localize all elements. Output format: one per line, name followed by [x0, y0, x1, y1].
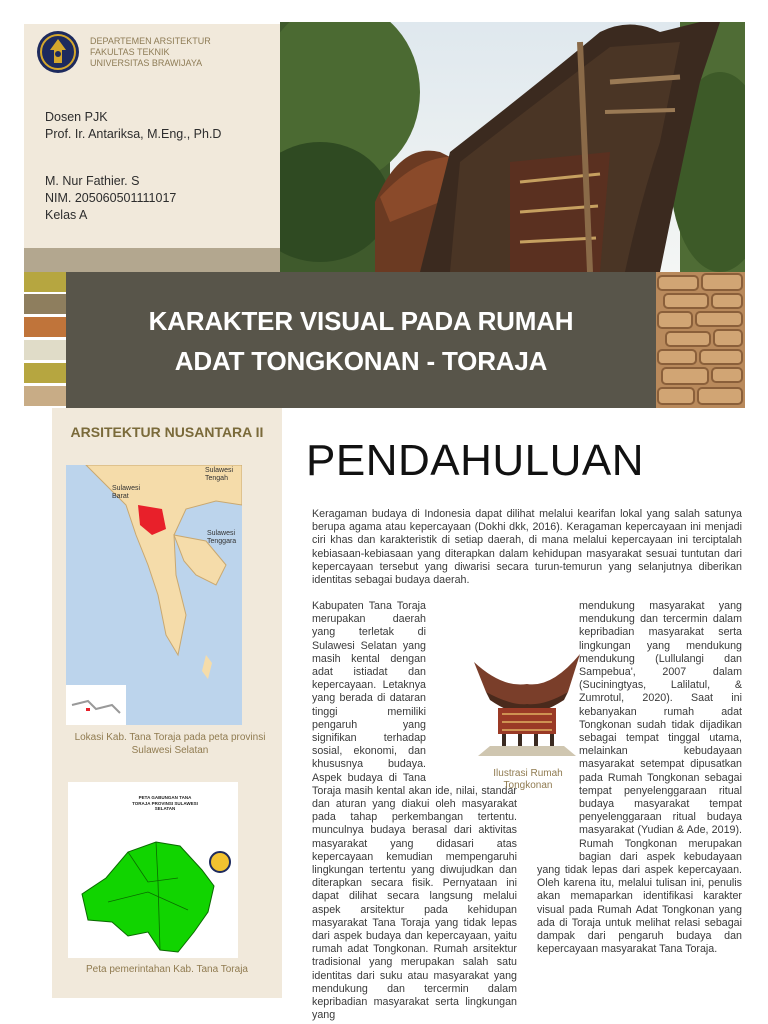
- student-info: [45, 173, 176, 224]
- label-sulawesi-tenggara: Sulawesi Tenggara: [207, 530, 237, 545]
- title-banner: [66, 272, 656, 408]
- map2-title: PETA GABUNGAN TANA TORAJA PROVINSI SULAWESI SELATAN: [132, 795, 198, 811]
- student-name: M. Nur Fathier. S: [45, 174, 140, 188]
- map1-caption: Lokasi Kab. Tana Toraja pada peta provinsi Sulawesi Selatan: [74, 732, 266, 756]
- department-line: DEPARTEMEN ARSITEKTUR: [90, 36, 211, 46]
- illustration-caption: Ilustrasi Rumah Tongkonan: [493, 768, 563, 791]
- body-left-text: Kabupaten Tana Toraja merupakan daerah yang terletak di Sulawesi Selatan yang masih kental dengan adat istiadat dan kepercayaan. Letaknya yang berada di dataran tinggi memiliki pengaruh yang signifikan terhadap sosial, ekonomi, dan khususnya budaya. Aspek budaya di Tana Toraja masih kental akan ide, nilai, standar dan aturan yang diakui oleh masyarakat pada tahap perkembangan tertentu. munculnya budaya berasal dari aktivitas masyarakat yang didasari atas kepercayaan kemudian mempengaruhi lingkungan tertentu yang diwujudkan dan diterapkan secara fisik. Pernyataan ini dapat dilihat secara langsung melalui aspek arsitektur pada kehidupan masyarakat Tana Toraja yang tidak lepas dari aspek budaya dan kepercayaan, yaitu rumah adat Tongkonan. Rumah arsitektur tradisional yang merupakan salah satu identitas dari suku atau masyarakat yang mendukung dan tercermin dalam kepribadian masyarakat serta lingkungan yang: [312, 600, 517, 1022]
- divider-band: [24, 248, 280, 272]
- lecturer-label: Dosen PJK: [45, 110, 108, 124]
- faculty-line: FAKULTAS TEKNIK: [90, 47, 170, 57]
- student-nim: NIM. 205060501111017: [45, 191, 177, 205]
- lecturer-name: Prof. Ir. Antariksa, M.Eng., Ph.D: [45, 127, 222, 141]
- color-swatch: [24, 294, 66, 314]
- stone-wall-photo: [656, 272, 745, 408]
- label-sulawesi-tengah: Sulawesi Tengah: [205, 467, 234, 482]
- student-class: Kelas A: [45, 208, 88, 222]
- university-logo: [36, 30, 80, 74]
- map2-caption: Peta pemerintahan Kab. Tana Toraja: [86, 964, 248, 975]
- label-sulawesi-barat: Sulawesi Barat: [112, 485, 141, 500]
- page-title-line2: ADAT TONGKONAN - TORAJA: [174, 346, 548, 376]
- institution-name: [90, 36, 211, 69]
- intro-paragraph: Keragaman budaya di Indonesia dapat dilihat melalui kearifan lokal yang salah satunya berupa agama atau kepercayaan (Dokhi dkk, 2016). Keragaman kepercayaan ini menjadi ciri khas dan karakteristik di setiap daerah, di mana melalui kepercayaan ini terciptalah kebiasaan-kebiasaan yang diterapkan dalam kehidupan masyarakat sesuai tuntutan dari kepercayaan tersebut yang diwarisi secara turun-temurun yang selanjutnya diberikan identitas sebagai budaya daerah.: [312, 508, 742, 587]
- sulawesi-map: [66, 465, 242, 725]
- body-right-text: mendukung masyarakat yang mendukung dan tercermin dalam kepribadian masyarakat serta lingkungan yang mendukung mendukung (Lullulangi dan Sampebua', 2007 dalam (Suciningtyas, Lalilatul, & Zumrotul, 2020). Saat ini kebanyakan rumah adat Tongkonan sudah tidak dijadikan sebagai tempat tinggal utama, melainkan kebudayaan masyarakat setempat dipusatkan pada Rumah Tongkonan sebagai tempat penyelenggaraan ritual budaya masyarakat tempat penyelenggaraan ritual budaya masyarakat (Yudian & Ade, 2019). Rumah Tongkonan merupakan bagian dari aspek kebudayaan yang tidak lepas dari aspek kepercayaan. Oleh karena itu, melalui tulisan ini, penulis akan memaparkan identifikasi karakter visual pada Rumah Adat Tongkonan yang ada di Toraja untuk melihat relasi sebagai dampak dari pengaruh budaya dan kepercayaan masyarakat Tana Toraja.: [537, 600, 742, 956]
- tongkonan-photo: [280, 22, 745, 272]
- color-swatch: [24, 340, 66, 360]
- course-name: ARSITEKTUR NUSANTARA II: [70, 424, 264, 440]
- color-swatch: [24, 272, 66, 292]
- lecturer-info: [45, 109, 221, 143]
- section-heading: PENDAHULUAN: [306, 436, 645, 485]
- color-swatch: [24, 386, 66, 406]
- tongkonan-illustration: [472, 648, 582, 760]
- color-swatch: [24, 317, 66, 337]
- color-swatch: [24, 363, 66, 383]
- page-title-line1: KARAKTER VISUAL PADA RUMAH: [148, 306, 574, 336]
- university-line: UNIVERSITAS BRAWIJAYA: [90, 58, 203, 68]
